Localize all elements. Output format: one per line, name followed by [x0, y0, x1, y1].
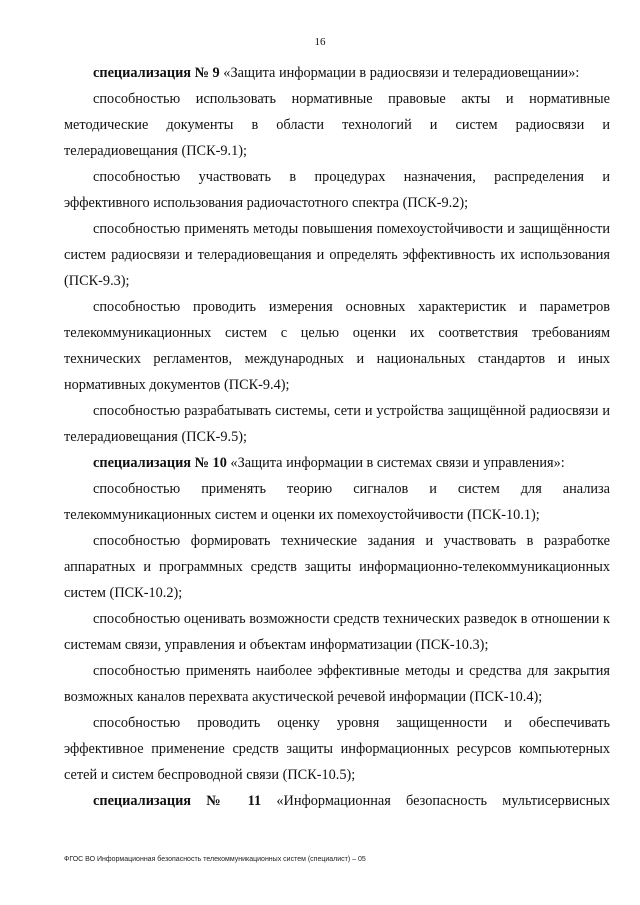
competency-item: способностью формировать технические задания и участвовать в разработке аппаратных и программных средств защиты информационно-телекоммуникационных систем (ПСК-10.2); — [64, 533, 610, 601]
specialization-9-title: «Защита информации в радиосвязи и телерадиовещании»: — [219, 65, 580, 81]
competency-item: способностью проводить оценку уровня защищенности и обеспечивать эффективное применение средств защиты информационных ресурсов компьютерных сетей и систем беспроводной связи (ПСК-10.5); — [64, 715, 610, 783]
specialization-11-title: «Информационная безопасность мультисервисных — [261, 793, 610, 809]
specialization-10-label: специализация № 10 — [93, 455, 227, 471]
competency-item: способностью применять теорию сигналов и систем для анализа телекоммуникационных систем и оценки их помехоустойчивости (ПСК-10.1); — [64, 481, 610, 523]
document-body — [64, 60, 610, 814]
specialization-10-heading — [64, 450, 610, 476]
competency-item: способностью применять наиболее эффективные методы и средства для закрытия возможных каналов перехвата акустической речевой информации (ПСК-10.4); — [64, 663, 610, 705]
competency-item: способностью применять методы повышения помехоустойчивости и защищённости систем радиосвязи и телерадиовещания и определять эффективность их использования (ПСК-9.3); — [64, 221, 610, 289]
specialization-9-heading — [64, 60, 610, 86]
competency-item: способностью оценивать возможности средств технических разведок в отношении к системам связи, управления и объектам информатизации (ПСК-10.3); — [64, 611, 610, 653]
competency-item: способностью участвовать в процедурах назначения, распределения и эффективного использования радиочастотного спектра (ПСК-9.2); — [64, 169, 610, 211]
specialization-9-label: специализация № 9 — [93, 65, 220, 81]
competency-item: способностью использовать нормативные правовые акты и нормативные методические документы в области технологий и систем радиосвязи и телерадиовещания (ПСК-9.1); — [64, 91, 610, 159]
competency-item: способностью разрабатывать системы, сети и устройства защищённой радиосвязи и телерадиовещания (ПСК-9.5); — [64, 403, 610, 445]
specialization-11-heading — [64, 788, 610, 814]
competency-item: способностью проводить измерения основных характеристик и параметров телекоммуникационных систем с целью оценки их соответствия требованиям технических регламентов, международных и национальных стандартов и иных нормативных документов (ПСК-9.4); — [64, 299, 610, 393]
specialization-11-label: специализация № 11 — [93, 793, 262, 809]
page-footer: ФГОС ВО Информационная безопасность телекоммуникационных систем (специалист) – 05 — [64, 856, 366, 863]
specialization-10-title: «Защита информации в системах связи и управления»: — [226, 455, 565, 471]
page-number: 16 — [314, 36, 326, 48]
